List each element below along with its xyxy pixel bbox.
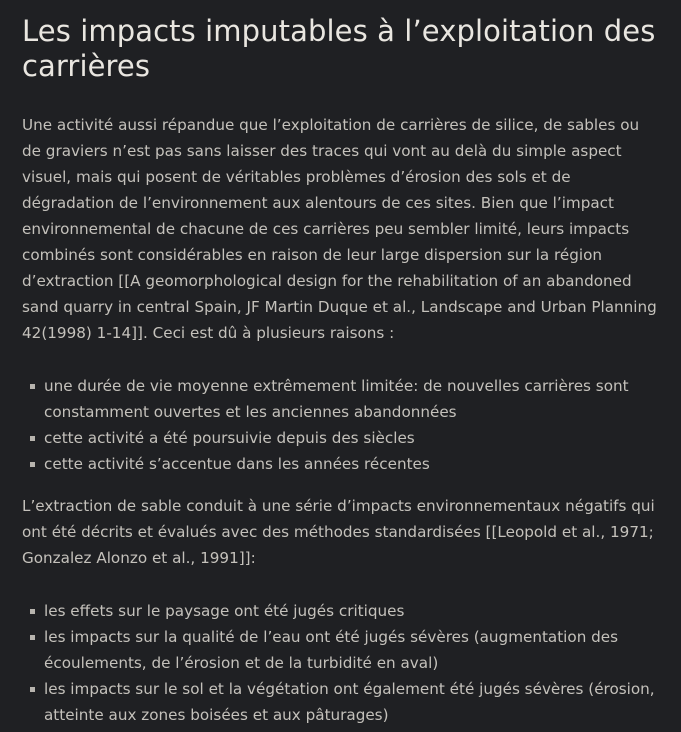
list-item-text: les impacts sur le sol et la végétation ont également été jugés sévères (érosion, atteinte aux zones boisées et aux pâturages) <box>44 680 655 724</box>
list-item <box>22 451 657 477</box>
impacts-list <box>22 598 657 728</box>
list-item-text: les effets sur le paysage ont été jugés critiques <box>44 602 405 620</box>
impacts-paragraph: L’extraction de sable conduit à une série d’impacts environnementaux négatifs qui ont été décrits et évalués avec des méthodes standardisées [[Leopold et al., 1971; Gonzalez Alonzo et al., 1991]]: <box>22 497 655 567</box>
list-item-text: cette activité a été poursuivie depuis des siècles <box>44 429 415 447</box>
list-item <box>22 373 657 425</box>
square-bullet-icon <box>30 687 35 692</box>
article-title: Les impacts imputables à l’exploitation des carrières <box>22 14 656 83</box>
square-bullet-icon <box>30 436 35 441</box>
list-item <box>22 425 657 451</box>
list-item-text: une durée de vie moyenne extrêmement limitée: de nouvelles carrières sont constamment ouvertes et les anciennes abandonnées <box>44 377 629 421</box>
list-item <box>22 624 657 676</box>
square-bullet-icon <box>30 635 35 640</box>
square-bullet-icon <box>30 609 35 614</box>
list-item-text: cette activité s’accentue dans les années récentes <box>44 455 430 473</box>
list-item-text: les impacts sur la qualité de l’eau ont été jugés sévères (augmentation des écoulements, de l’érosion et de la turbidité en aval) <box>44 628 619 672</box>
reasons-list <box>22 373 657 477</box>
list-item <box>22 598 657 624</box>
square-bullet-icon <box>30 462 35 467</box>
square-bullet-icon <box>30 384 35 389</box>
intro-paragraph: Une activité aussi répandue que l’exploitation de carrières de silice, de sables ou de graviers n’est pas sans laisser des traces qui vont au delà du simple aspect visuel, mais qui posent de véritables problèmes d’érosion des sols et de dégradation de l’environnement aux alentours de ces sites. Bien que l’impact environnemental de chacune de ces carrières peu sembler limité, leurs impacts combinés sont considérables en raison de leur large dispersion sur la région d’extraction [[A geomorphological design for the rehabilitation of an abandoned sand quarry in central Spain, JF Martin Duque et al., Landscape and Urban Planning 42(1998) 1-14]]. Ceci est dû à plusieurs raisons : <box>22 116 657 342</box>
list-item <box>22 676 657 728</box>
